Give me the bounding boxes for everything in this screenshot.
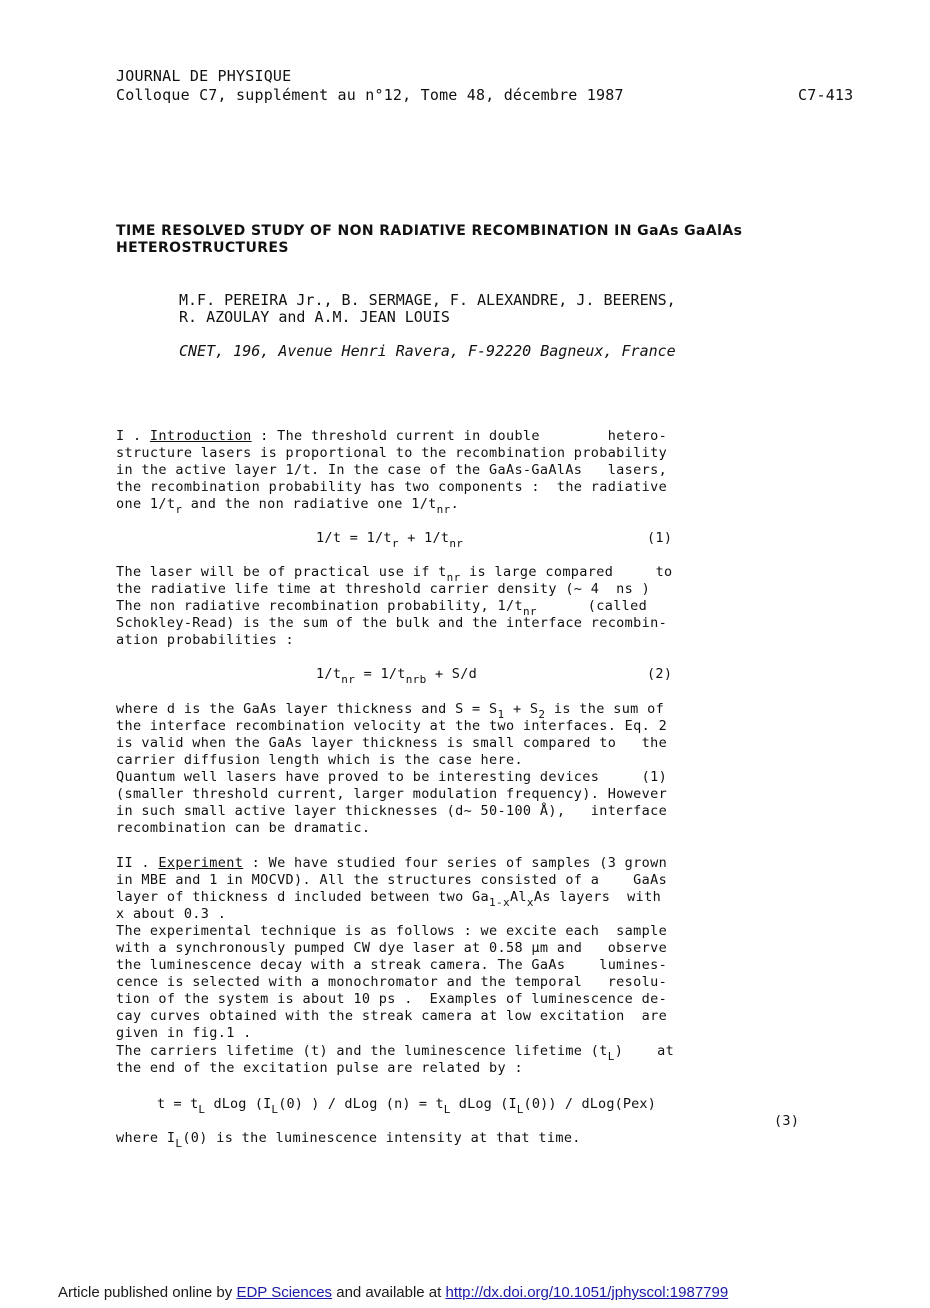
experiment-line13: the end of the excitation pulse are related by : xyxy=(116,1060,523,1076)
page-code: C7-413 xyxy=(798,86,854,104)
doi-link[interactable]: http://dx.doi.org/10.1051/jphyscol:1987799 xyxy=(445,1284,729,1301)
para3-line5: Quantum well lasers have proved to be interesting devices (1) xyxy=(116,769,668,785)
experiment-line12: The carriers lifetime (t) and the luminescence lifetime $(t_L)$ at xyxy=(116,1043,675,1063)
equation-3: $t = t_L$ dLog ($I_L(0)$ ) / dLog $(n) = t_L$ dLog $(I_L(0))$ / dLog(Pex) xyxy=(157,1096,656,1116)
experiment-line11: given in fig.1 . xyxy=(116,1025,252,1041)
para3-line8: recombination can be dramatic. xyxy=(116,820,371,836)
para2-line4: Schokley-Read) is the sum of the bulk and the interface recombin- xyxy=(116,615,668,631)
colloque-line: Colloque C7, supplément au n°12, Tome 48, décembre 1987 xyxy=(116,86,624,104)
affiliation: CNET, 196, Avenue Henri Ravera, F-92220 Bagneux, France xyxy=(179,342,676,360)
intro-line3: in the active layer 1/t. In the case of the GaAs-GaAlAs lasers, xyxy=(116,462,668,478)
para3-line7: in such small active layer thicknesses (d~ 50-100 Å), interface xyxy=(116,803,668,819)
edp-sciences-link[interactable]: EDP Sciences xyxy=(236,1284,333,1301)
equation-3-number: (3) xyxy=(774,1113,800,1129)
equation-2: $1/t_{nr} = 1/t_{nrb} + S/d$ xyxy=(316,666,478,686)
intro-heading: Introduction xyxy=(149,428,252,444)
intro-line5: one $1/t_r$ and the non radiative one $1/t_{nr}$. xyxy=(116,496,460,516)
experiment-heading: Experiment xyxy=(158,855,244,871)
intro-line4: the recombination probability has two components : the radiative xyxy=(116,479,668,495)
publication-footer: Article published online by EDP Sciences and available at http://dx.doi.org/10.1051/jphyscol:1987799 xyxy=(58,1284,729,1301)
para3-line6: (smaller threshold current, larger modulation frequency). However xyxy=(116,786,668,802)
experiment-line10: cay curves obtained with the streak camera at low excitation are xyxy=(116,1008,668,1024)
intro-line2: structure lasers is proportional to the recombination probability xyxy=(116,445,668,461)
experiment-line7: the luminescence decay with a streak camera. The GaAs lumines- xyxy=(116,957,668,973)
experiment-line8: cence is selected with a monochromator and the temporal resolu- xyxy=(116,974,668,990)
para3-line3: is valid when the GaAs layer thickness is small compared to the xyxy=(116,735,668,751)
experiment-line4: x about 0.3 . xyxy=(116,906,227,922)
experiment-line3: layer of thickness d included between two $Ga_{1-x}Al_xAs$ layers with xyxy=(116,889,662,909)
paper-title-line2: HETEROSTRUCTURES xyxy=(116,240,289,256)
journal-name: JOURNAL DE PHYSIQUE xyxy=(116,67,292,85)
experiment-line9: tion of the system is about 10 ps . Examples of luminescence de- xyxy=(116,991,668,1007)
where-line: where $I_L(0)$ is the luminescence intensity at that time. xyxy=(116,1130,581,1150)
intro-line1: I . Introduction : The threshold current in double hetero- xyxy=(116,428,668,444)
equation-2-number: (2) xyxy=(647,666,673,682)
para3-line4: carrier diffusion length which is the case here. xyxy=(116,752,523,768)
para2-line5: ation probabilities : xyxy=(116,632,295,648)
para2-line2: the radiative life time at threshold carrier density (~ 4 ns ) xyxy=(116,581,651,597)
para2-line1: The laser will be of practical use if $t_{nr}$ is large compared to xyxy=(116,564,673,584)
equation-1: $1/t = 1/t_r + 1/t_{nr}$ xyxy=(316,530,464,550)
paper-title-line1: TIME RESOLVED STUDY OF NON RADIATIVE RECOMBINATION IN GaAs GaAlAs xyxy=(116,223,743,239)
experiment-line1: II . Experiment : We have studied four series of samples (3 grown xyxy=(116,855,668,871)
authors-line2: R. AZOULAY and A.M. JEAN LOUIS xyxy=(179,308,450,326)
experiment-line2: in MBE and 1 in MOCVD). All the structures consisted of a GaAs xyxy=(116,872,668,888)
experiment-line6: with a synchronously pumped CW dye laser at 0.58 µm and observe xyxy=(116,940,668,956)
para2-line3: The non radiative recombination probability, $1/t_{nr}$ (called xyxy=(116,598,648,618)
experiment-line5: The experimental technique is as follows : we excite each sample xyxy=(116,923,668,939)
authors-line1: M.F. PEREIRA Jr., B. SERMAGE, F. ALEXANDRE, J. BEERENS, xyxy=(179,291,676,309)
para3-line2: the interface recombination velocity at the two interfaces. Eq. 2 xyxy=(116,718,668,734)
equation-1-number: (1) xyxy=(647,530,673,546)
para3-line1: where d is the GaAs layer thickness and $S = S_1 + S_2$ is the sum of xyxy=(116,701,665,721)
